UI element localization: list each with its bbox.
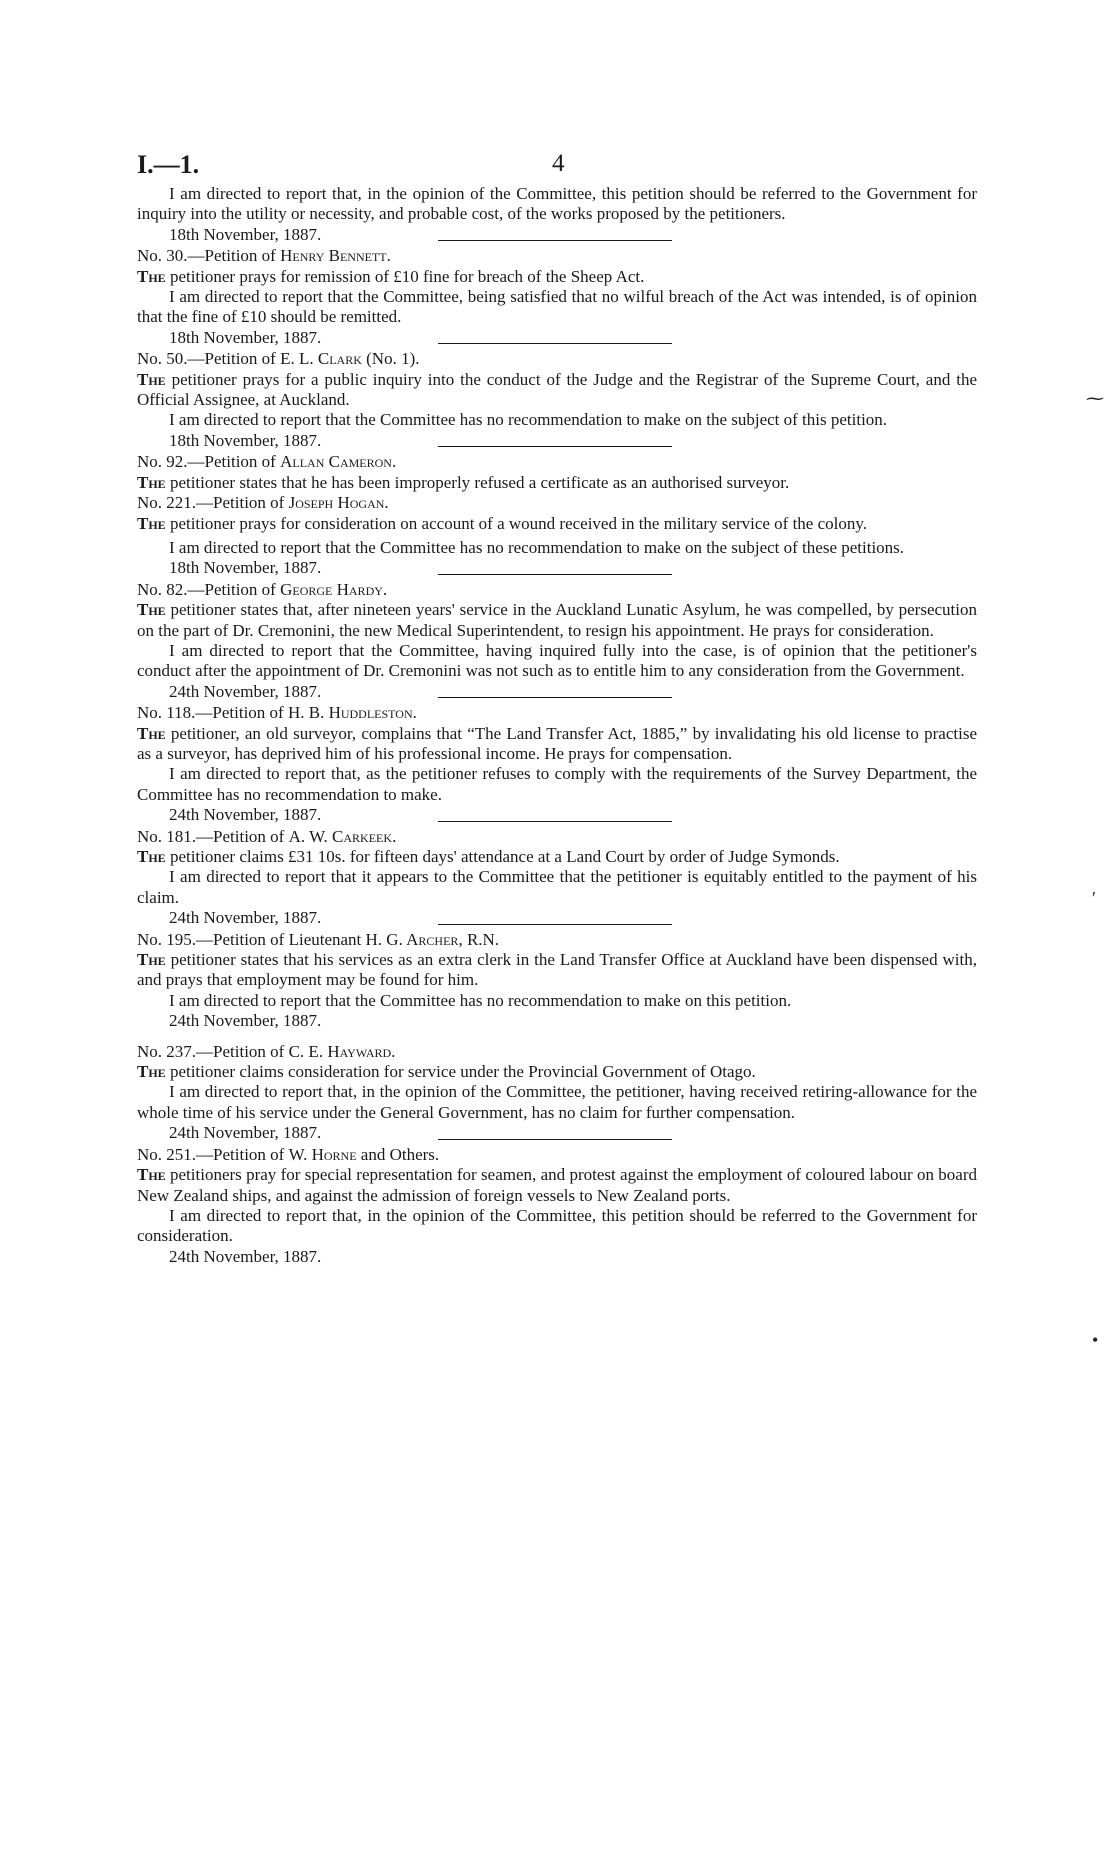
section-rule — [438, 1139, 672, 1140]
intro-date: 18th November, 1887. — [169, 224, 322, 244]
petition-195-text: The petitioner states that his services as an extra clerk in the Land Transfer Office at Auckland have been dispensed with, and prays that employment may be found for him. — [137, 950, 977, 990]
petition-82-heading: No. 82.—Petition of George Hardy. — [137, 579, 388, 599]
petition-30-date: 18th November, 1887. — [169, 327, 322, 347]
petition-118-date: 24th November, 1887. — [169, 805, 322, 825]
petition-237-date: 24th November, 1887. — [169, 1123, 322, 1143]
petition-50-date: 18th November, 1887. — [169, 430, 322, 450]
section-rule — [438, 343, 672, 344]
petition-251-heading: No. 251.—Petition of W. Horne and Others. — [137, 1144, 440, 1164]
petition-251-report: I am directed to report that, in the opinion of the Committee, this petition should be referred to the Government for consideration. — [137, 1205, 977, 1246]
petition-221-text: The petitioner prays for consideration on account of a wound received in the military service of the colony. — [137, 513, 868, 533]
section-rule — [438, 240, 672, 241]
section-gap — [137, 1032, 977, 1042]
petition-92-text: The petitioner states that he has been improperly refused a certificate as an authorised surveyor. — [137, 472, 790, 492]
page-number: 4 — [552, 150, 565, 177]
section-rule — [438, 924, 672, 925]
petition-221-date: 18th November, 1887. — [169, 558, 322, 578]
petition-251-text: The petitioners pray for special representation for seamen, and protest against the employment of coloured labour on board New Zealand ships, and against the admission of foreign vessels to New Zealand ports. — [137, 1165, 977, 1205]
petition-82-report: I am directed to report that the Committee, having inquired fully into the case, is of opinion that the petitioner's conduct after the appointment of Dr. Cremonini was not such as to entitle him to any consideration from the Government. — [137, 640, 977, 681]
petition-82-text: The petitioner states that, after nineteen years' service in the Auckland Lunatic Asylum, he was compelled, by persecution on the part of Dr. Cremonini, the new Medical Superintendent, to resign his appointment. He prays for consideration. — [137, 600, 977, 640]
petition-82-date: 24th November, 1887. — [169, 681, 322, 701]
petition-92-heading: No. 92.—Petition of Allan Cameron. — [137, 452, 397, 472]
petition-221-heading: No. 221.—Petition of Joseph Hogan. — [137, 493, 389, 513]
petition-251-date: 24th November, 1887. — [169, 1246, 322, 1266]
section-rule — [438, 697, 672, 698]
petition-181-report: I am directed to report that it appears to the Committee that the petitioner is equitably entitled to the payment of his claim. — [137, 867, 977, 907]
petition-195-report: I am directed to report that the Committee has no recommendation to make on this petition. — [169, 990, 792, 1010]
document-page — [137, 150, 977, 1267]
petition-181-heading: No. 181.—Petition of A. W. Carkeek. — [137, 826, 397, 846]
petition-118-heading: No. 118.—Petition of H. B. Huddleston. — [137, 703, 417, 723]
petition-181-date: 24th November, 1887. — [169, 908, 322, 928]
section-rule — [438, 821, 672, 822]
scan-mark-icon: • — [1092, 1330, 1099, 1350]
petition-118-report: I am directed to report that, as the petitioner refuses to comply with the requirements of the Survey Department, the Committee has no recommendation to make. — [137, 764, 977, 804]
paper-reference: I.—1. — [137, 150, 200, 179]
report-body — [137, 184, 977, 1267]
petition-30-text: The petitioner prays for remission of £10 fine for breach of the Sheep Act. — [137, 266, 645, 286]
petition-195-heading: No. 195.—Petition of Lieutenant H. G. Archer, R.N. — [137, 929, 500, 949]
intro-report: I am directed to report that, in the opinion of the Committee, this petition should be referred to the Government for inquiry into the utility or necessity, and probable cost, of the works proposed by the petitioners. — [137, 184, 977, 224]
scan-mark-icon: ⁓ — [1086, 388, 1104, 408]
section-rule — [438, 574, 672, 575]
page-header — [137, 150, 977, 184]
petition-50-report: I am directed to report that the Committee has no recommendation to make on the subject of this petition. — [169, 410, 888, 430]
petition-237-text: The petitioner claims consideration for service under the Provincial Government of Otago. — [137, 1062, 756, 1082]
petition-30-heading: No. 30.—Petition of Henry Bennett. — [137, 246, 391, 266]
petition-181-text: The petitioner claims £31 10s. for fifteen days' attendance at a Land Court by order of Judge Symonds. — [137, 847, 840, 866]
petition-237-report: I am directed to report that, in the opinion of the Committee, the petitioner, having received retiring-allowance for the whole time of his service under the General Government, has no claim for further compensation. — [137, 1082, 977, 1122]
petition-50-text: The petitioner prays for a public inquiry into the conduct of the Judge and the Registrar of the Supreme Court, and the Official Assignee, at Auckland. — [137, 369, 977, 410]
petition-118-text: The petitioner, an old surveyor, complains that “The Land Transfer Act, 1885,” by invalidating his old license to practise as a surveyor, has deprived him of his professional income. He prays for compensation. — [137, 723, 977, 763]
petition-30-report: I am directed to report that the Committee, being satisfied that no wilful breach of the Act was intended, is of opinion that the fine of £10 should be remitted. — [137, 287, 977, 327]
petition-237-heading: No. 237.—Petition of C. E. Hayward. — [137, 1041, 396, 1061]
scan-mark-icon: ′ — [1092, 888, 1096, 908]
petition-195-date: 24th November, 1887. — [169, 1011, 322, 1031]
section-rule — [438, 446, 672, 447]
petition-221-report: I am directed to report that the Committee has no recommendation to make on the subject of these petitions. — [169, 537, 905, 557]
petition-50-heading: No. 50.—Petition of E. L. Clark (No. 1). — [137, 349, 420, 369]
